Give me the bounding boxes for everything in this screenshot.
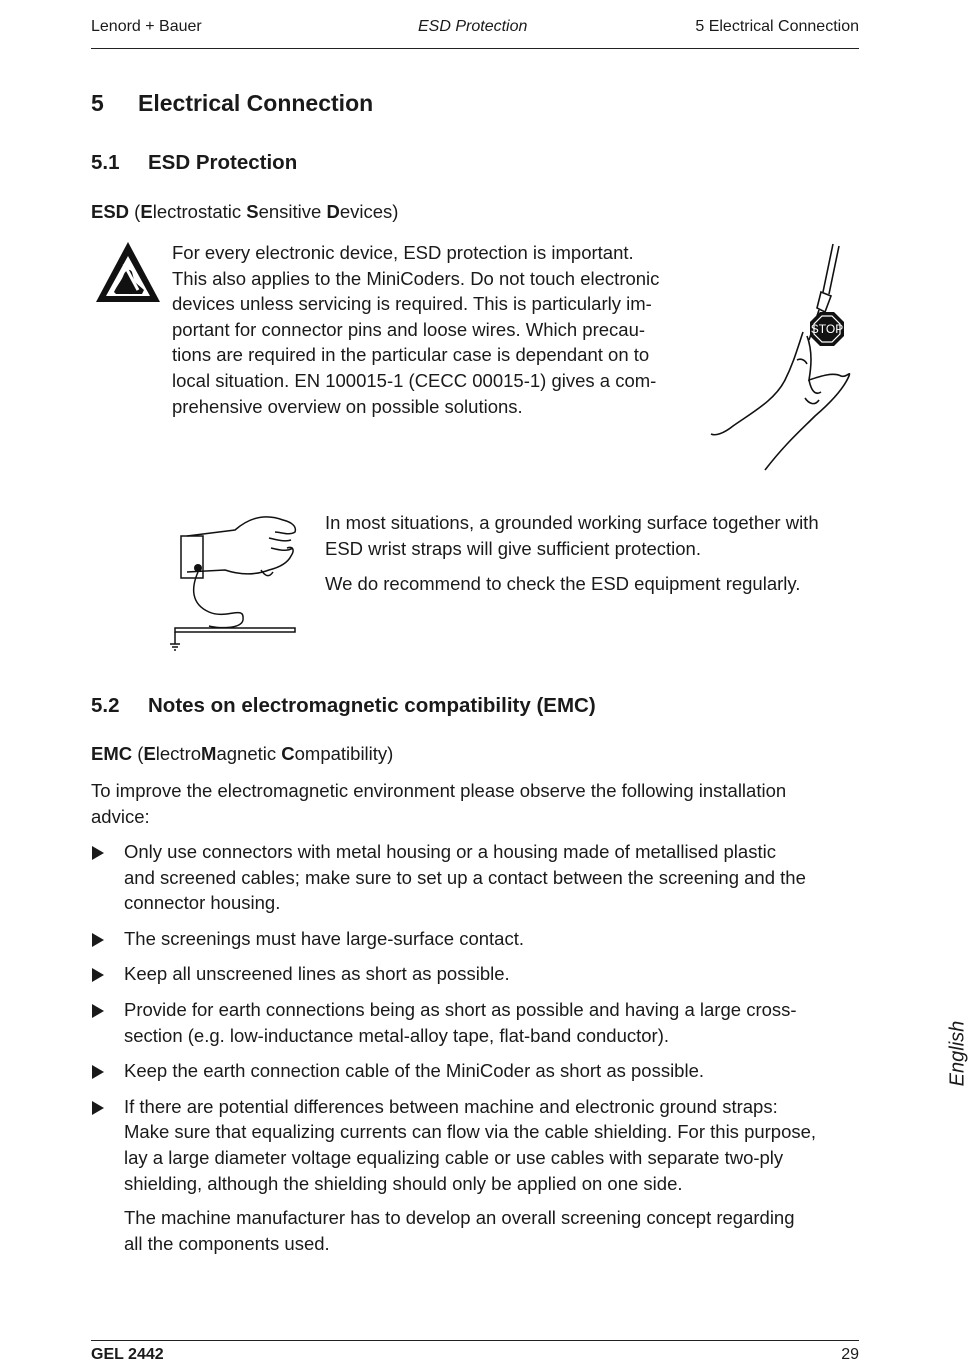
stop-sign-text: STOP (810, 322, 844, 336)
bullet-arrow-icon (92, 1101, 104, 1115)
stop-hand-illustration (705, 240, 865, 480)
page-number: 29 (841, 1346, 859, 1363)
list-item: Keep all unscreened lines as short as possible. (91, 961, 871, 987)
closing-paragraph: The machine manufacturer has to develop an overall screening concept regarding all the components used. (124, 1207, 795, 1254)
footer-rule (91, 1340, 859, 1341)
list-item: The screenings must have large-surface contact. (91, 926, 871, 952)
check-paragraph: We do recommend to check the ESD equipment regularly. (325, 573, 801, 595)
section-title: Notes on electromagnetic compatibility (EMC) (148, 694, 596, 717)
bullet-arrow-icon (92, 1065, 104, 1079)
section-title: ESD Protection (148, 151, 298, 174)
header-rule (91, 48, 859, 49)
section-number: 5.2 (91, 694, 120, 717)
esd-abbreviation: ESD (Electrostatic Sensitive Devices) (91, 201, 399, 222)
bullet-arrow-icon (92, 846, 104, 860)
section-heading-5-2 (91, 694, 596, 718)
list-item: Keep the earth connection cable of the MiniCoder as short as possible. (91, 1058, 871, 1084)
chapter-title: Electrical Connection (138, 90, 374, 116)
bullet-arrow-icon (92, 1004, 104, 1018)
header-right: 5 Electrical Connection (695, 18, 859, 35)
list-item: Provide for earth connections being as short as possible and having a large cross- section (e.g. low-inductance metal-alloy tape, flat-band conductor). (91, 997, 871, 1048)
emc-advice-list (91, 839, 871, 1206)
header-left: Lenord + Bauer (91, 18, 202, 35)
list-item: If there are potential differences between machine and electronic ground straps: Make sure that equalizing currents can flow via the cable shielding. For this purpose, lay a large diameter voltage equalizing cable or use cables with separate two-ply shielding, although the shielding should only be applied on one side. (91, 1094, 871, 1196)
emc-intro-paragraph: To improve the electromagnetic environment please observe the following installation advice: (91, 780, 787, 827)
wrist-strap-illustration (165, 508, 305, 658)
section-number: 5.1 (91, 151, 120, 174)
esd-paragraph: For every electronic device, ESD protection is important. This also applies to the MiniCoders. Do not touch electronic devices unless servicing is required. This is particularly im- portant for connector pins and loose wires. Which precau- tions are required in the particular case is dependant on to local situation. EN 100015-1 (CECC 00015-1) gives a com- prehensive overview on possible solutions. (172, 242, 660, 417)
strap-paragraph-block (325, 510, 865, 597)
bullet-arrow-icon (92, 933, 104, 947)
bullet-arrow-icon (92, 968, 104, 982)
list-item: Only use connectors with metal housing or a housing made of metallised plastic and screened cables; make sure to set up a contact between the screening and the connector housing. (91, 839, 871, 916)
esd-warning-icon (94, 240, 162, 304)
language-side-tab: English (946, 1020, 969, 1087)
chapter-number: 5 (91, 90, 104, 116)
strap-paragraph: In most situations, a grounded working surface together with ESD wrist straps will give sufficient protection. (325, 512, 819, 559)
header-center: ESD Protection (418, 18, 528, 35)
section-heading-5-1 (91, 151, 297, 175)
footer-document-id: GEL 2442 (91, 1346, 164, 1363)
emc-abbreviation: EMC (ElectroMagnetic Compatibility) (91, 743, 394, 764)
chapter-heading (91, 90, 373, 117)
